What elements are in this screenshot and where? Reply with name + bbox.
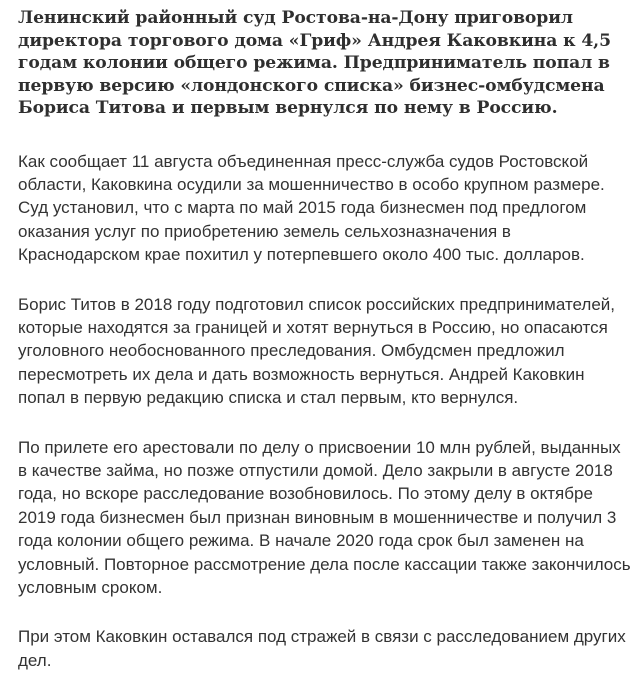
article-lead: Ленинский районный суд Ростова-на-Дону приговорил директора торгового дома «Гриф» Андрея Каковкина к 4,5 годам колонии общего режима. Предприниматель попал в первую версию «лондонского списка» бизнес-омбудсмена Бориса Титова и первым вернулся по нему в Россию. [18, 8, 611, 118]
article-paragraph: Борис Титов в 2018 году подготовил список российских предпринимателей, которые находятся за границей и хотят вернуться в Россию, но опасаются уголовного необоснованного преследования. Омбудсмен предложил пересмотреть их дела и дать возможность вернуться. Андрей Каковкин попал в первую редакцию списка и стал первым, кто вернулся. [18, 294, 616, 408]
article-body [18, 7, 634, 672]
article-paragraph: При этом Каковкин оставался под стражей в связи с расследованием других дел. [18, 627, 626, 670]
article-paragraph: По прилете его арестовали по делу о присвоении 10 млн рублей, выданных в качестве займа, но позже отпустили домой. Дело закрыли в августе 2018 года, но вскоре расследование возобновилось. По этому делу в октябре 2019 года бизнесмен был признан виновным в мошенничестве и получил 3 года колонии общего режима. В начале 2020 года срок был заменен на условный. Повторное рассмотрение дела после кассации также закончилось условным сроком. [18, 437, 631, 597]
article-paragraph: Как сообщает 11 августа объединенная пресс-служба судов Ростовской области, Каковкина осудили за мошенничество в особо крупном размере. Суд установил, что с марта по май 2015 года бизнесмен под предлогом оказания услуг по приобретению земель сельхозназначения в Краснодарском крае похитил у потерпевшего около 400 тыс. долларов. [18, 151, 605, 265]
